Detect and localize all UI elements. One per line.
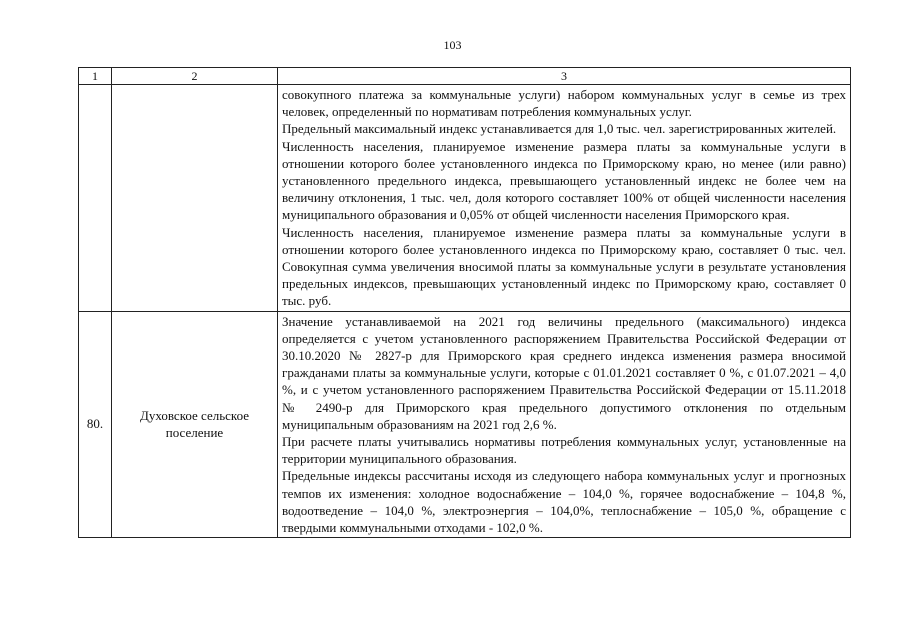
table-row-80 xyxy=(79,311,851,538)
paragraph: Численность населения, планируемое изменение размера платы за коммунальные услуги в отношении которого более установленного индекса по Приморскому краю, но менее (или равно) установленного предельного индекса, превышающего установленный индекс не более чем на величину отклонения, 1 тыс. чел, доля которого составляет 100% от общей численности населения муниципального образования и 0,05% от общей численности населения Приморского края. xyxy=(282,138,846,223)
row-name-cell-empty xyxy=(112,85,278,312)
municipality-name: Духовское сельское поселение xyxy=(112,311,278,538)
row-number-cell-empty xyxy=(79,85,112,312)
paragraph: Предельный максимальный индекс устанавливается для 1,0 тыс. чел. зарегистрированных жителей. xyxy=(282,121,837,137)
document-table xyxy=(78,67,851,538)
paragraph: совокупного платежа за коммунальные услуги) набором коммунальных услуг в семье из трех человек, определенный по нормативам потребления коммунальных услуг. xyxy=(282,87,846,120)
paragraph: При расчете платы учитывались нормативы потребления коммунальных услуг, установленные на территории муниципального образования. xyxy=(282,434,846,467)
table-header-row xyxy=(79,68,851,85)
paragraph: Значение устанавливаемой на 2021 год величины предельного (максимального) индекса определяется с учетом установленного распоряжением Правительства Российской Федерации от 30.10.2020 № 2827-р для Приморского края среднего индекса изменения размера вносимой гражданами платы за коммунальные услуги, которые с 01.01.2021 составляет 0 %, с 01.07.2021 – 4,0 %, и с учетом установленного распоряжением Правительства Российской Федерации от 15.11.2018 № 2490-р для Приморского края предельного допустимого отклонения по отдельным муниципальным образованиям на 2021 год 2,6 %. xyxy=(282,313,846,432)
row-number: 80. xyxy=(79,311,112,538)
row-text-cell xyxy=(278,311,851,538)
column-header-2: 2 xyxy=(112,68,278,85)
page-number: 103 xyxy=(443,38,462,52)
table-row-continued xyxy=(79,85,851,312)
paragraph: Численность населения, планируемое изменение размера платы за коммунальные услуги в отношении которого более установленного индекса по Приморскому краю, составляет 0 тыс. чел. Совокупная сумма увеличения вносимой платы за коммунальные услуги в результате установления предельных индексов, превышающих установленный индекс по Приморскому краю, составляет 0 тыс. руб. xyxy=(282,224,846,309)
row-text-cell xyxy=(278,85,851,312)
paragraph: Предельные индексы рассчитаны исходя из следующего набора коммунальных услуг и прогнозных темпов их изменения: холодное водоснабжение – 104,0 %, горячее водоснабжение – 104,8 %, водоотведение – 104,0 %, электроэнергия – 104,0%, теплоснабжение – 105,0 %, обращение с твердыми коммунальными отходами - 102,0 %. xyxy=(282,468,846,536)
column-header-3: 3 xyxy=(278,68,851,85)
column-header-1: 1 xyxy=(79,68,112,85)
